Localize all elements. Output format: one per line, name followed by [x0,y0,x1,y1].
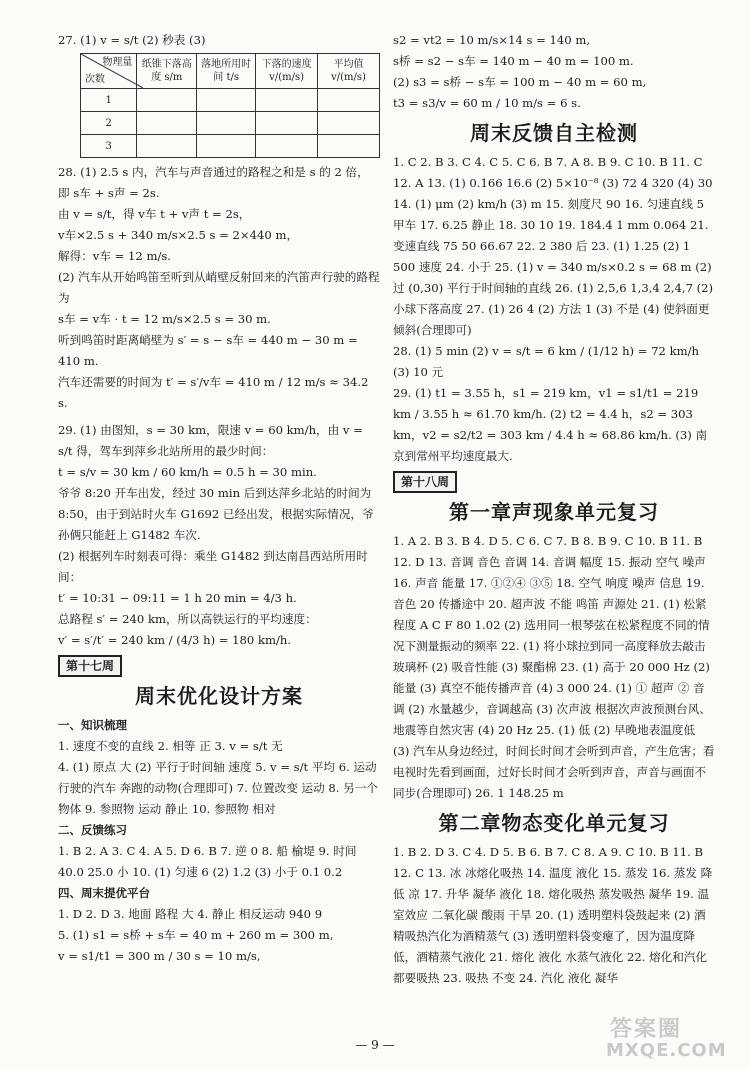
left-column [58,30,380,1019]
answer-line: v = s1/t1 = 300 m / 30 s = 10 m/s, [58,949,261,963]
page-number: — 9 — [355,1038,395,1052]
q29-line: 总路程 s′ = 240 km，所以高铁运行的平均速度： [58,612,317,626]
q29-line: t′ = 10:31 − 09:11 = 1 h 20 min = 4/3 h. [58,591,297,605]
table-header: 落地所用时间 t/s [197,54,256,89]
answer-line: 1. D 2. D 3. 地面 路程 大 4. 静止 相反运动 940 9 [58,907,323,921]
section-title: 二、反馈练习 [58,823,127,837]
q28-line: v车×2.5 s + 340 m/s×2.5 s = 2×440 m， [58,228,299,242]
q28-block [58,162,380,414]
q27-line: 27. (1) v = s/t (2) 秒表 (3) [58,33,206,47]
watermark-logo [600,1012,735,1064]
q29-block [58,420,380,651]
answer-line: 1. B 2. D 3. C 4. D 5. B 6. B 7. C 8. A 9. C 10. B 11. B 12. C 13. 冰 冰熔化吸热 14. 温度 液化 15. 蒸发 16. 蒸发 降低 凉 17. 升华 凝华 液化 18. 熔化吸热 蒸发吸热 凝华 19. 温室效应 二氧化碳 酸雨 干旱 20. (1) 透明塑料袋鼓起来 (2) 酒精吸热汽化为酒精蒸气 (3) 透明塑料袋变瘪了，因为温度降低，酒精蒸气液化 21. 熔化 液化 水蒸气液化 22. 熔化和汽化都要吸热 23. 吸热 不变 24. 汽化 液化 凝华 [393,845,713,985]
answer-line: 1. 速度不变的直线 2. 相等 正 3. v = s/t 无 [58,739,283,753]
row-index: 3 [81,135,137,158]
table-row [81,112,380,135]
answer-line: 29. (1) t1 = 3.55 h，s1 = 219 km，v1 = s1/t1 = 219 km / 3.55 h ≈ 61.70 km/h. (2) t2 = 4.4 h，s2 = 303 km，v2 = s2/t2 = 303 km / 4.4 h ≈ 68.86 km/h. (3) 南京到常州平均速度最大. [393,386,708,463]
answer-line: 1. B 2. A 3. C 4. A 5. D 6. B 7. 逆 0 8. 船 榆堤 9. 时间 40.0 25.0 小 10. (1) 匀速 6 (2) 1.2 (3) 小于 0.1 0.2 [58,844,357,879]
answer-line: 28. (1) 5 min (2) v = s/t = 6 km / (1/12 h) = 72 km/h (3) 10 元 [393,344,699,379]
answer-line: (2) s3 = s桥 − s车 = 100 m − 40 m = 60 m, [393,75,647,89]
section-title: 一、知识梳理 [58,718,127,732]
q28-line: s车 = v车 · t = 12 m/s×2.5 s = 30 m. [58,312,271,326]
q29-line: 29. (1) 由图知，s = 30 km，限速 v = 60 km/h，由 v = s/t 得，驾车到萍乡北站所用的最少时间： [58,423,363,458]
q28-line: 听到鸣笛时距离峭壁为 s′ = s − s车 = 440 m − 30 m = 410 m. [58,333,358,368]
answer-line: s桥 = s2 − s车 = 140 m − 40 m = 100 m. [393,54,634,68]
q29-line: t = s/v = 30 km / 60 km/h = 0.5 h = 30 min. [58,465,317,479]
chapter1-title: 第一章声现象单元复习 [449,500,659,524]
watermark-line2: MXQE.COM [606,1040,727,1061]
answer-line: 1. A 2. B 3. B 4. D 5. C 6. C 7. B 8. B 9. C 10. B 11. B 12. D 13. 音调 音色 音调 14. 音调 幅度 15. 振动 空气 噪声 16. 声音 能量 17. ①②④ ③⑤ 18. 空气 响度 噪声 信息 19. 音色 20 传播途中 20. 超声波 不能 鸣笛 声源处 21. (1) 松紧程度 A C F 80 1.02 (2) 选用同一根琴弦在松紧程度不同的情况下测量振动的频率 22. (1) 将小球拉到同一高度释放去敲击玻璃杯 (2) 吸音性能 (3) 聚酯棉 23. (1) 高于 20 000 Hz (2) 能量 (3) 真空不能传播声音 (4) 3 000 24. (1) ① 超声 ② 音调 (2) 水量越少，音调越高 (3) 次声波 根据次声波预测台风、地震等自然灾害 (4) 20 Hz 25. (1) 低 (2) 早晚地表温度低 (3) 汽车从身边经过，时间长时间才会听到声音，产生危害；看电视时先看到画面，过好长时间才会听到声音，声音与画面不同步(合理即可) 26. 1 148.25 m [393,534,715,800]
answer-line: 1. C 2. B 3. C 4. C 5. C 6. B 7. A 8. B 9. C 10. B 11. C 12. A 13. (1) 0.166 16.6 (2) 5×10⁻⁸ (3) 72 4 320 (4) 30 14. (1) μm (2) km/h (3) m 15. 刻度尺 90 16. 匀速直线 5 甲车 17. 6.25 静止 18. 30 10 19. 184.4 1 mm 0.064 21. 变速直线 75 50 66.67 22. 2 380 后 23. (1) 1.25 (2) 1 500 速度 24. 小于 25. (1) v = 340 m/s×0.2 s = 68 m (2) 过 (0,30) 平行于时间轴的直线 26. (1) 2,5,6 1,3,4 2,4,7 (2) 小球下落高度 27. (1) 26 4 (2) 方法 1 (3) 不是 (4) 使斜面更倾斜(合理即可) [393,155,714,337]
right-column [393,30,715,1019]
table-header: 下落的速度 v/(m/s) [256,54,318,89]
table-row [81,135,380,158]
week18-tag: 第十八周 [393,471,457,493]
row-index: 2 [81,112,137,135]
week17-title: 周末优化设计方案 [135,684,303,708]
week17-tag: 第十七周 [58,655,122,677]
q28-line: 28. (1) 2.5 s 内，汽车与声音通过的路程之和是 s 的 2 倍，即 s车 + s声 = 2s. [58,165,369,200]
q29-line: v′ = s′/t′ = 240 km / (4/3 h) = 180 km/h. [58,633,292,647]
row-index: 1 [81,89,137,112]
corner-bottom: 次数 [85,74,105,85]
q28-line: 解得：v车 = 12 m/s. [58,249,171,263]
answer-line: 5. (1) s1 = s桥 + s车 = 40 m + 260 m = 300 m, [58,928,334,942]
answer-line: s2 = vt2 = 10 m/s×14 s = 140 m, [393,33,591,47]
q29-line: 爷爷 8:20 开车出发，经过 30 min 后到达萍乡北站的时间为 8:50，由于到站时火车 G1692 已经出发，根据实际情况，爷孙俩只能赶上 G1482 车次. [58,486,374,542]
corner-top: 物理量 [102,57,133,68]
table-header: 平均值 v/(m/s) [318,54,380,89]
table-row [81,89,380,112]
section-title: 四、周末提优平台 [58,886,150,900]
chapter2-title: 第二章物态变化单元复习 [438,811,670,835]
answer-line: 4. (1) 原点 大 (2) 平行于时间轴 速度 5. v = s/t 平均 6. 运动 行驶的汽车 奔跑的动物(合理即可) 7. 位置改变 运动 8. 另一个物体 9. 参照物 运动 静止 10. 参照物 相对 [58,760,378,816]
watermark-line1: 答案圈 [610,1017,683,1042]
q28-line: 汽车还需要的时间为 t′ = s′/v车 = 410 m / 12 m/s ≈ 34.2 s. [58,375,369,410]
table-corner-cell [81,54,137,89]
q28-line: 由 v = s/t，得 v车 t + v声 t = 2s， [58,207,251,221]
q29-line: (2) 根据列车时刻表可得：乘坐 G1482 到达南昌西站所用时间： [58,549,368,584]
answer-line: t3 = s3/v = 60 m / 10 m/s = 6 s. [393,96,581,110]
table-header: 纸锥下落高度 s/m [137,54,197,89]
experiment-table [80,53,380,158]
q28-line: (2) 汽车从开始鸣笛至听到从峭壁反射回来的汽笛声行驶的路程为 [58,270,380,305]
feedback-test-title: 周末反馈自主检测 [470,121,638,145]
